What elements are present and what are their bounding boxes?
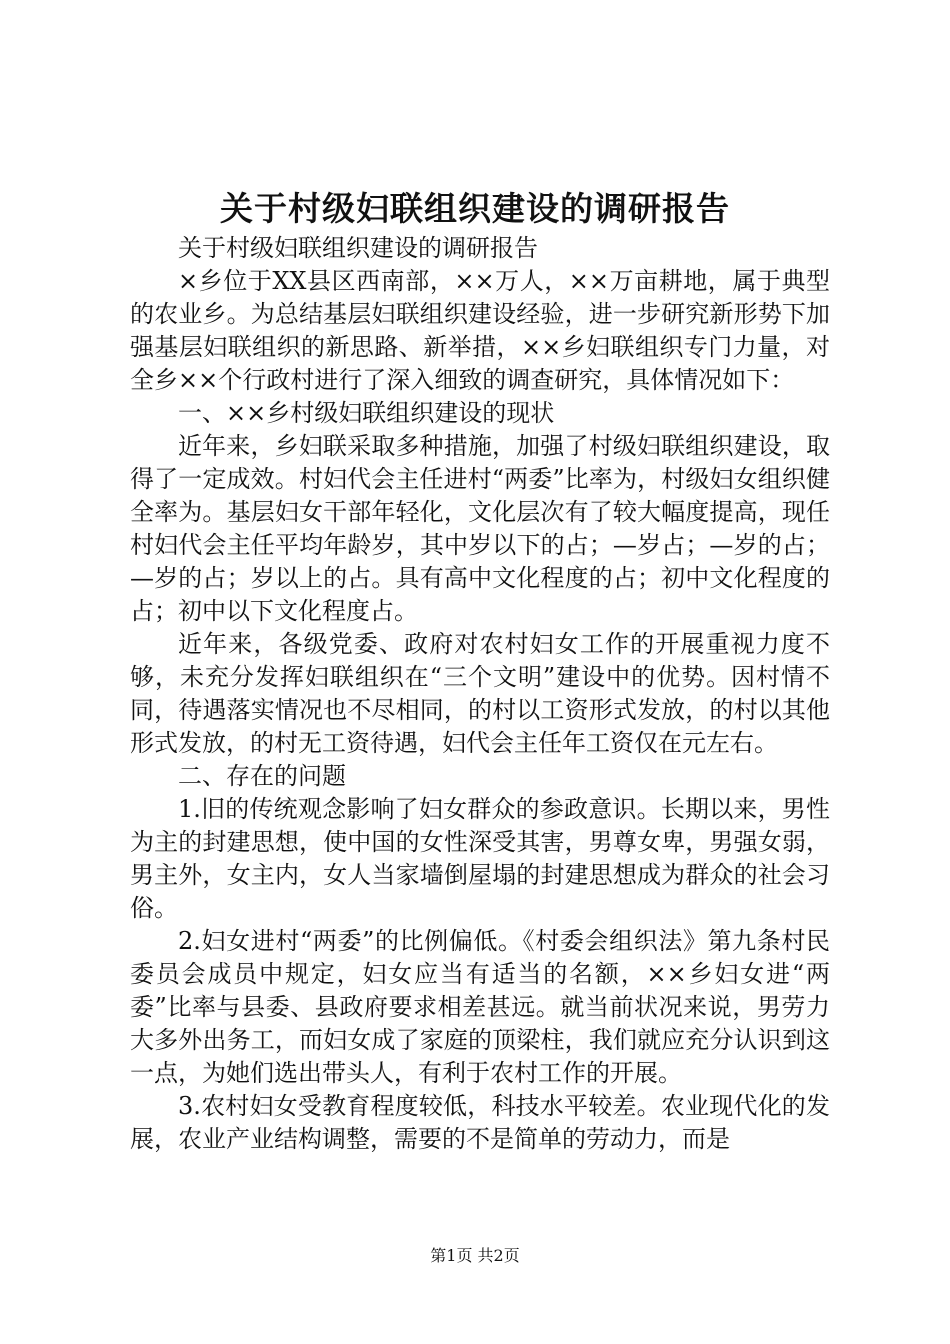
paragraph-status-achievements: 近年来，乡妇联采取多种措施，加强了村级妇联组织建设，取得了一定成效。村妇代会主任进村“两委”比率为，村级妇女组织健全率为。基层妇女干部年轻化，文化层次有了较大幅度提高，现任村妇代会主任平均年龄岁，其中岁以下的占；—岁占；—岁的占；—岁的占；岁以上的占。具有高中文化程度的占；初中文化程度的占；初中以下文化程度占。 [130, 432, 830, 625]
paragraph-problem-1: 1.旧的传统观念影响了妇女群众的参政意识。长期以来，男性为主的封建思想，使中国的女性深受其害，男尊女卑，男强女弱，男主外，女主内，女人当家墙倒屋塌的封建思想成为群众的社会习俗。 [130, 795, 830, 922]
page-number-footer: 第1页 共2页 [430, 1246, 520, 1265]
document-body [130, 232, 830, 1156]
paragraph-problem-2: 2.妇女进村“两委”的比例偏低。《村委会组织法》第九条村民委员会成员中规定，妇女应当有适当的名额，××乡妇女进“两委”比率与县委、县政府要求相差甚远。就当前状况来说，男劳力大多外出务工，而妇女成了家庭的顶梁柱，我们就应充分认识到这一点，为她们选出带头人，有利于农村工作的开展。 [130, 927, 830, 1087]
document-title: 关于村级妇联组织建设的调研报告 [220, 189, 730, 228]
paragraph-status-support: 近年来，各级党委、政府对农村妇女工作的开展重视力度不够，未充分发挥妇联组织在“三个文明”建设中的优势。因村情不同，待遇落实情况也不尽相同，的村以工资形式发放，的村以其他形式发放，的村无工资待遇，妇代会主任年工资仅在元左右。 [130, 630, 830, 757]
paragraph-subtitle: 关于村级妇联组织建设的调研报告 [178, 234, 538, 262]
paragraph-intro: ×乡位于XX县区西南部，××万人，××万亩耕地，属于典型的农业乡。为总结基层妇联组织建设经验，进一步研究新形势下加强基层妇联组织的新思路、新举措，××乡妇联组织专门力量，对全乡××个行政村进行了深入细致的调查研究，具体情况如下： [130, 267, 830, 394]
section-heading-status: 一、××乡村级妇联组织建设的现状 [178, 399, 555, 427]
section-heading-problems: 二、存在的问题 [178, 762, 346, 790]
paragraph-problem-3: 3.农村妇女受教育程度较低，科技水平较差。农业现代化的发展，农业产业结构调整，需要的不是简单的劳动力，而是 [130, 1092, 830, 1153]
